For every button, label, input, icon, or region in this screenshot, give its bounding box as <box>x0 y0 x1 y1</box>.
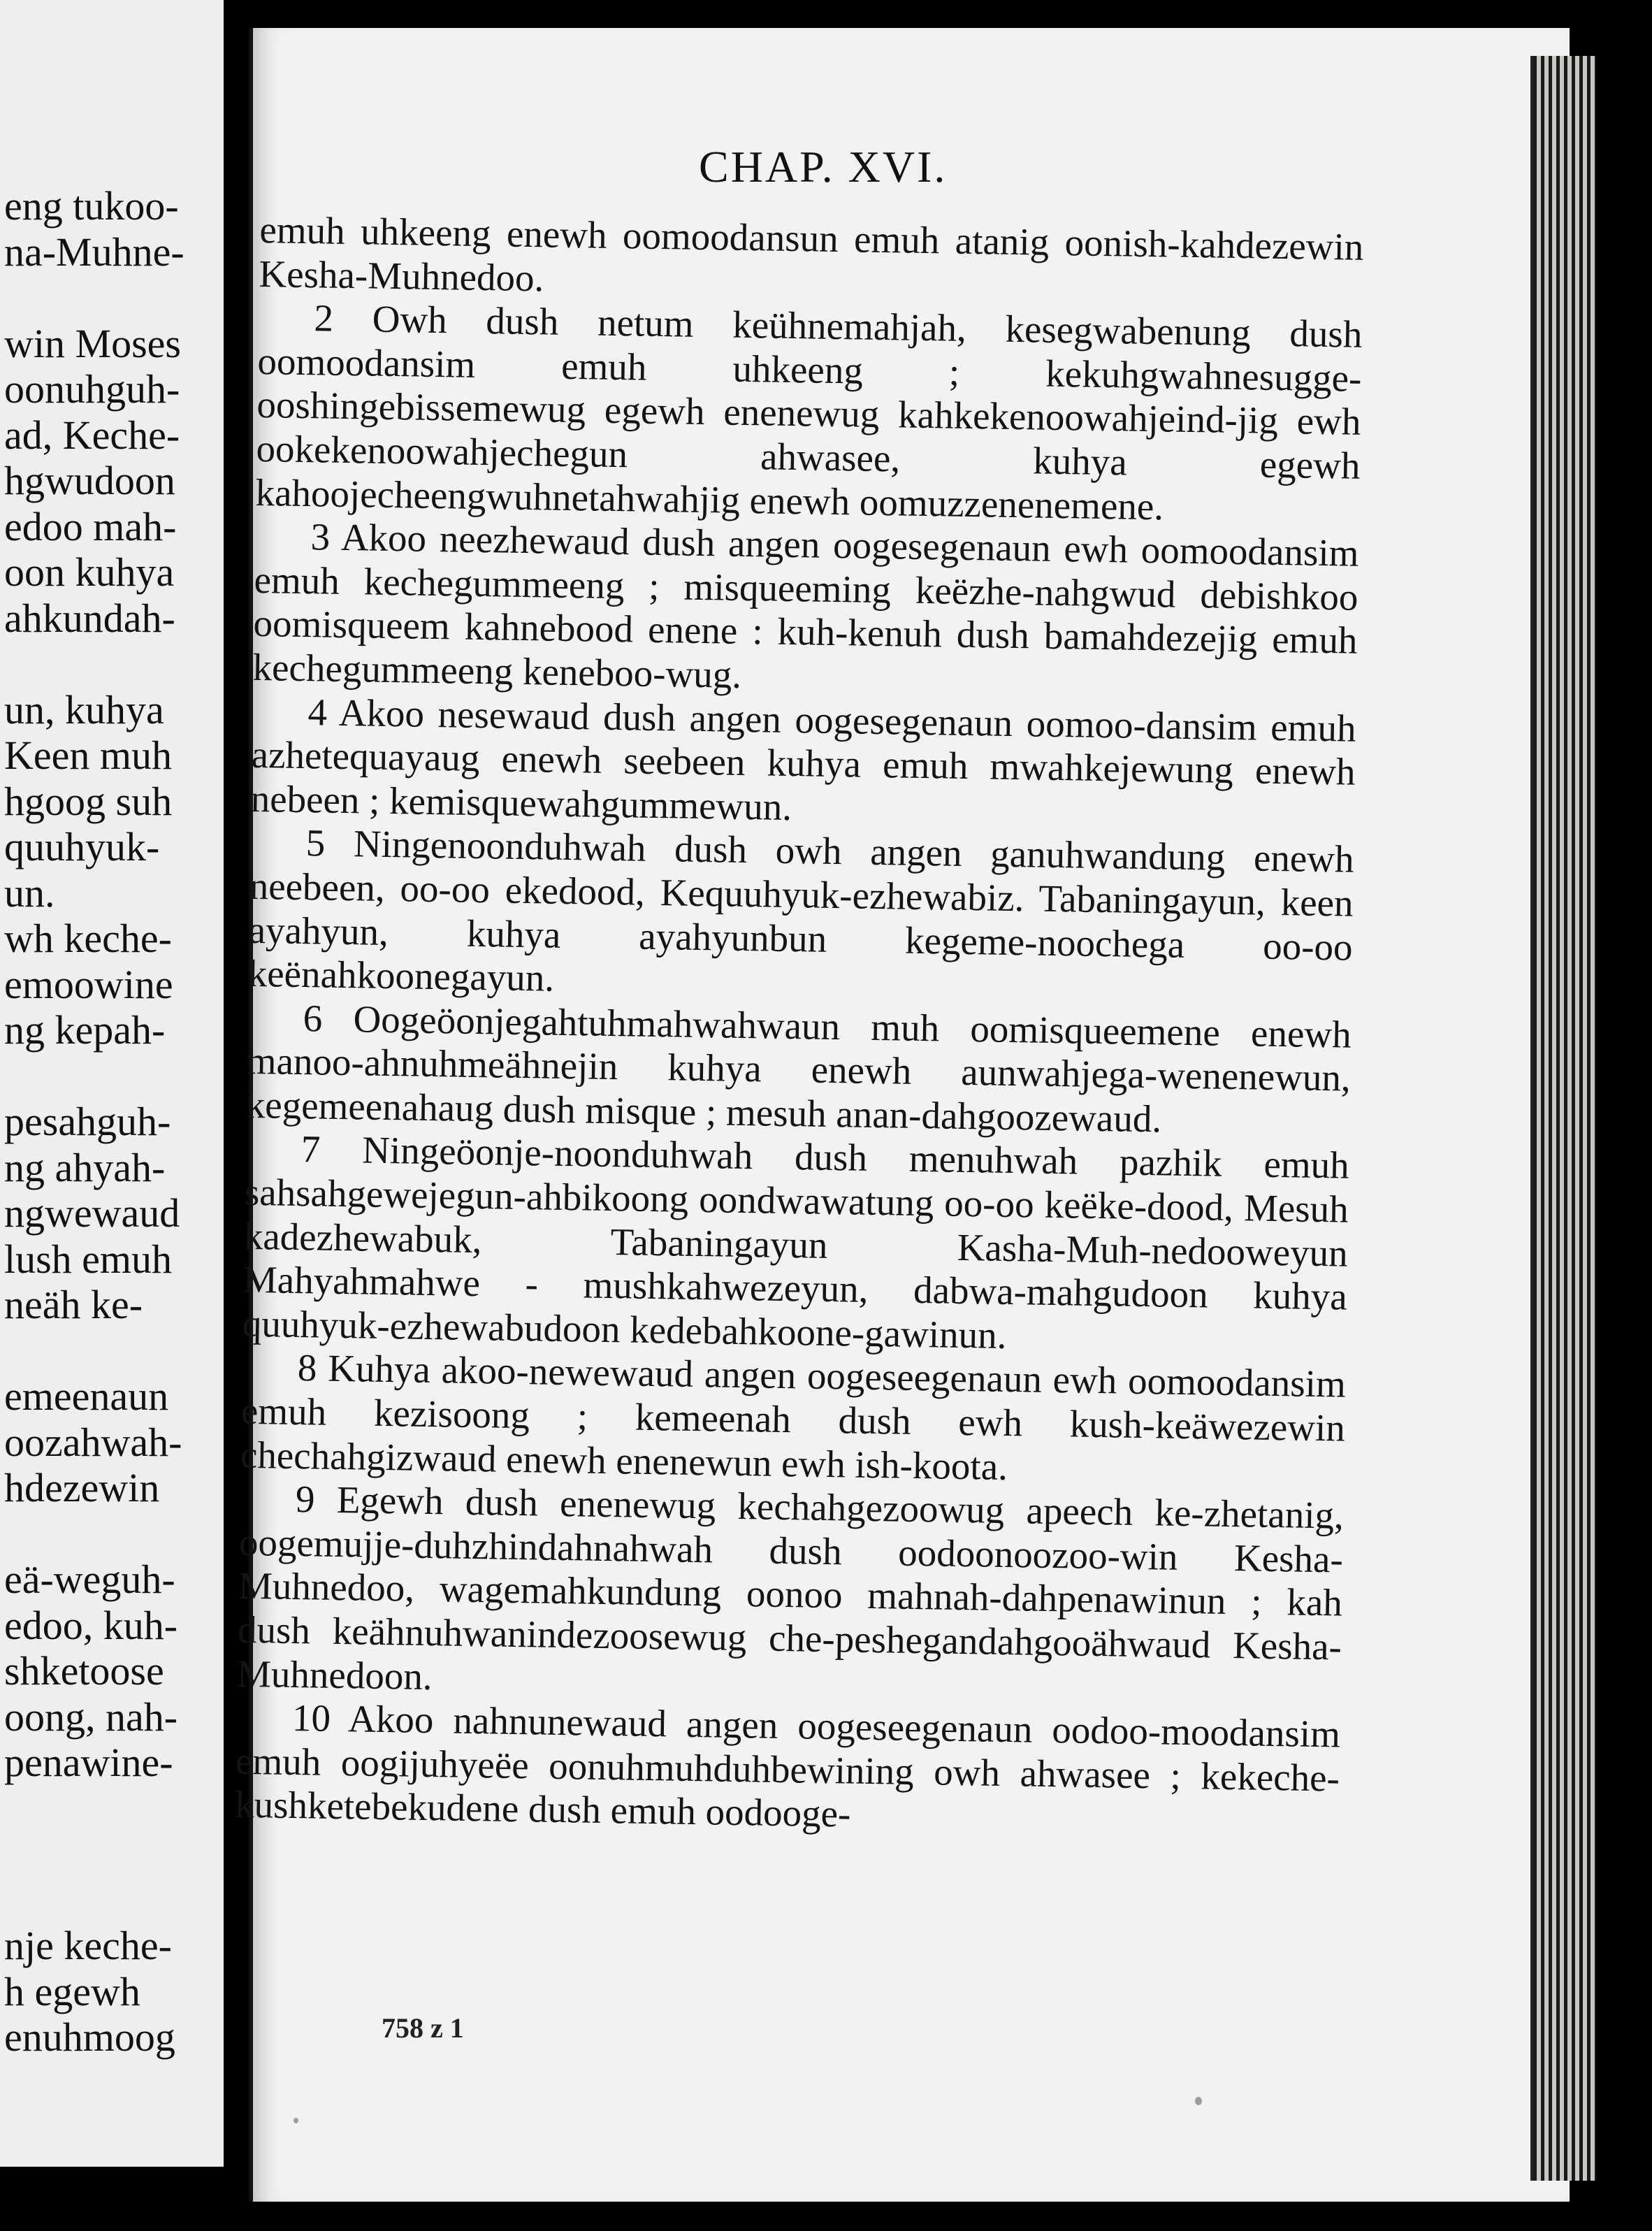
left-page-line: Keen muh <box>4 732 172 778</box>
left-page-line: na-Muhne- <box>4 229 184 275</box>
left-page-line: edoo, kuh- <box>4 1602 178 1648</box>
verse-2: 2 Owh dush netum keühnemahjah, kesegwabenung dush oomoodansim emuh uhkeeng ; kekuhgwahnesugge-ooshingebissemewug egewh enenewug kahkekenoowahjeind-jig ewh ookekenoowahjechegun ahwasee, kuhya egewh kahoojecheengwuhnetahwahjig enewh oomuzzenenemene. <box>255 296 1363 528</box>
ink-speck <box>294 2118 298 2123</box>
left-page-line: ng ahyah- <box>4 1144 166 1190</box>
verse-5: 5 Ningenoonduhwah dush owh angen ganuhwandung enewh neebeen, oo-oo ekedood, Kequuhyuk-ezhewabiz. Tabaningayun, keen ayahyun, kuhya ayahyunbun kegeme-noochega oo-oo keënahkoonegayun. <box>247 821 1355 999</box>
left-page-line: quuhyuk- <box>4 824 160 869</box>
verse-9: 9 Egewh dush enenewug kechahgezoowug apeech ke-zhetanig, oogemujje-duhzhindahnahwah dush oodoonoozoo-win Kesha-Muhnedoo, wagemahkundung oonoo mahnah-dahpenawinun ; kah dush keähnuhwanindezoosewug che-peshegandahgooähwaud Kesha-Muhnedoon. <box>236 1478 1345 1698</box>
left-page-line: neäh ke- <box>4 1282 143 1327</box>
left-page-line: oozahwah- <box>4 1419 182 1465</box>
left-page-line: shketoose <box>4 1648 164 1694</box>
chapter-heading: CHAP. XVI. <box>699 142 948 192</box>
left-page-line: un, kuhya <box>4 686 164 732</box>
left-page-line: enuhmoog <box>4 2014 175 2060</box>
left-page-line: win Moses <box>4 320 181 366</box>
verse-7: 7 Ningeöonje-noonduhwah dush menuhwah pazhik emuh sahsahgewejegun-ahbikoong oondwawatung oo-oo keëke-dood, Mesuh kadezhewabuk, Tabaningayun Kasha-Muh-nedooweyun Mahyahmahwe - mushkahwezeyun, dabwa-mahgudoon kuhya quuhyuk-ezhewabudoon kedebahkoone-gawinun. <box>242 1127 1350 1357</box>
left-page-line: hgwudoon <box>4 458 175 503</box>
left-page-line: ngwewaud <box>4 1190 180 1236</box>
left-page-line: edoo mah- <box>4 503 177 549</box>
page-edge-stack <box>1530 56 1596 2181</box>
verse-10: 10 Akoo nahnunewaud angen oogeseegenaun oodoo-moodansim emuh oogijuhyeëe oonuhmuhduhbewining owh ahwasee ; kekeche-kushketebekudene dush emuh oodooge- <box>234 1696 1341 1835</box>
left-page-line: ad, Keche- <box>4 412 180 458</box>
left-page-line: ng kepah- <box>4 1007 166 1053</box>
left-page-line: oon kuhya <box>4 549 175 595</box>
left-page-line: wh keche- <box>4 916 172 961</box>
left-page-line: un. <box>4 869 55 916</box>
left-page-line: oonuhguh- <box>4 366 180 412</box>
left-page-line: eng tukoo- <box>4 183 179 229</box>
left-page <box>0 0 245 2167</box>
verse-3: 3 Akoo neezhewaud dush angen oogesegenaun ewh oomoodansim emuh kechegummeeng ; misqueeming keëzhe-nahgwud debishkoo oomisqueem kahnebood enene : kuh-kenuh dush bamahdezejig emuh kechegummeeng keneboo-wug. <box>252 515 1359 696</box>
left-page-line: emeenaun <box>4 1373 169 1419</box>
left-page-line: oong, nah- <box>4 1694 178 1740</box>
left-page-line: penawine- <box>4 1740 173 1785</box>
left-page-line: ahkundah- <box>4 595 175 641</box>
left-page-line: h egewh <box>4 1968 140 2014</box>
left-page-line: hgoog suh <box>4 778 173 824</box>
left-page-line: emoowine <box>4 961 173 1007</box>
verse-4: 4 Akoo nesewaud dush angen oogesegenaun oomoo-dansim emuh azhetequayaug enewh seebeen kuhya emuh mwahkejewung enewh nebeen ; kemisquewahgummewun. <box>250 690 1356 828</box>
verse-continuation: emuh uhkeeng enewh oomoodansun emuh atanig oonish-kahdezewin Kesha-Muhnedoo. <box>259 208 1364 299</box>
left-page-line: hdezewin <box>4 1465 160 1510</box>
left-page-line: nje keche- <box>4 1923 172 1968</box>
verse-6: 6 Oogeöonjegahtuhmahwahwaun muh oomisqueemene enewh manoo-ahnuhmeähnejin kuhya enewh aunwahjega-wenenewun, kegemeenahaug dush misque ; mesuh anan-dahgoozewaud. <box>245 996 1352 1141</box>
page-body <box>235 208 1364 1844</box>
left-page-line: lush emuh <box>4 1236 173 1282</box>
left-page-line: pesahguh- <box>4 1099 171 1144</box>
signature-mark: 758 z 1 <box>382 2012 464 2044</box>
verse-8: 8 Kuhya akoo-newewaud angen oogeseegenaun ewh oomoodansim emuh kezisoong ; kemeenah dush ewh kush-keäwezewin chechahgizwaud enewh enenewun ewh ish-koota. <box>240 1346 1347 1488</box>
left-page-line: eä-weguh- <box>4 1557 175 1602</box>
ink-speck <box>1195 2097 1202 2105</box>
